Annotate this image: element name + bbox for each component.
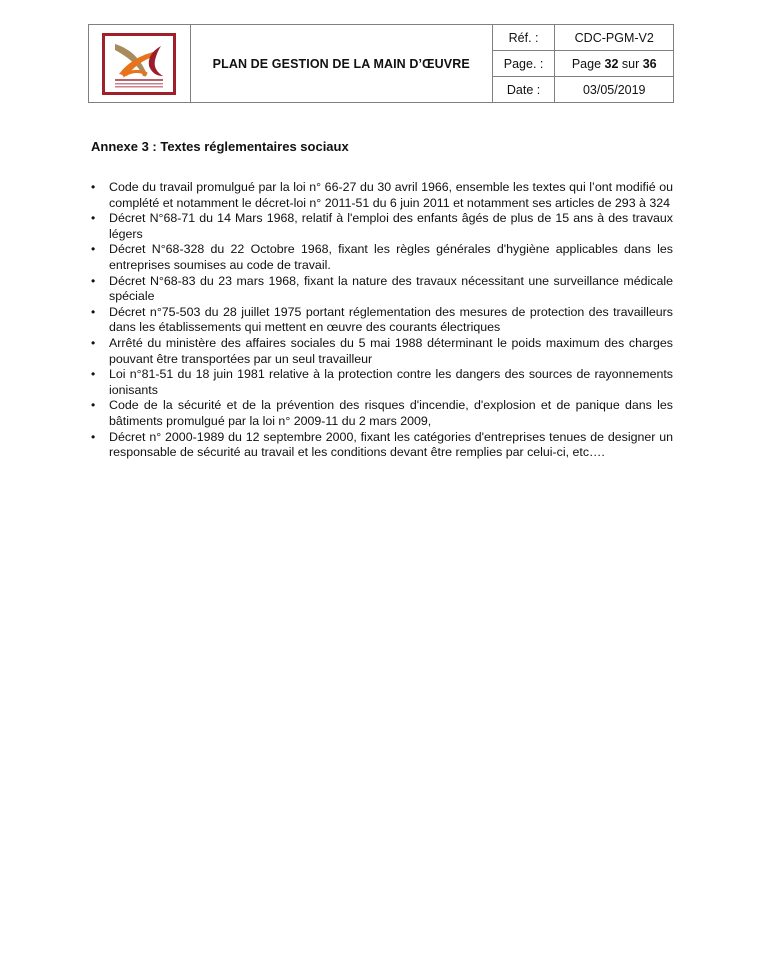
bullet-icon: • [91,242,96,257]
bullet-icon: • [91,273,96,288]
logo-emblem-icon [105,36,173,92]
annex-title: Annexe 3 : Textes réglementaires sociaux [91,139,349,154]
ref-label: Réf. : [492,25,555,51]
list-item-text: Décret N°68-328 du 22 Octobre 1968, fixant les règles générales d'hygiène applicables dans les entreprises soumises au code de travail. [109,242,673,272]
list-item [91,180,673,211]
bullet-icon: • [91,367,96,382]
page-separator: sur [618,56,643,71]
list-item [91,242,673,273]
list-item [91,305,673,336]
bullet-icon: • [91,398,96,413]
bullet-icon: • [91,180,96,194]
date-label: Date : [492,77,555,103]
list-item-text: Code de la sécurité et de la prévention des risques d'incendie, d'explosion et de panique dans les bâtiments promulgué par la loi n° 2009-11 du 2 mars 2009, [109,398,673,428]
list-item-text: Décret N°68-71 du 14 Mars 1968, relatif à l'emploi des enfants âgés de plus de 15 ans à des travaux légers [109,211,673,241]
list-item-text: Loi n°81-51 du 18 juin 1981 relative à la protection contre les dangers des sources de rayonnements ionisants [109,367,673,397]
document-title: PLAN DE GESTION DE LA MAIN D’ŒUVRE [190,25,492,103]
list-item-text: Code du travail promulgué par la loi n° 66-27 du 30 avril 1966, ensemble les textes qui l’ont modifié ou complété et notamment le décret-loi n° 2011-51 du 6 juin 2011 et notamment ses articles de 293 à 324 [109,180,673,210]
bullet-icon: • [91,429,96,444]
bullet-icon: • [91,211,96,226]
page-prefix: Page [571,56,605,71]
list-item [91,211,673,242]
list-item-text: Arrêté du ministère des affaires sociales du 5 mai 1988 déterminant le poids maximum des charges pouvant être transportées par un seul travailleur [109,335,673,366]
date-value: 03/05/2019 [555,77,674,103]
list-item [91,430,673,461]
page-total: 36 [642,56,657,71]
ref-value: CDC-PGM-V2 [555,25,674,51]
regulatory-texts-list [91,180,673,461]
document-header [88,24,674,103]
bullet-icon: • [91,335,96,350]
list-item-text: Décret n° 2000-1989 du 12 septembre 2000, fixant les catégories d'entreprises tenues de designer un responsable de sécurité au travail et les conditions devant être remplies par celui-ci, etc…. [109,429,673,460]
list-item-text: Décret N°68-83 du 23 mars 1968, fixant la nature des travaux nécessitant une surveillance médicale spéciale [109,273,673,304]
list-item [91,398,673,429]
logo-cell [89,25,191,103]
bullet-icon: • [91,304,96,319]
list-item [91,274,673,305]
list-item [91,367,673,398]
list-item-text: Décret n°75-503 du 28 juillet 1975 portant réglementation des mesures de protection des travailleurs dans les établissements qui mettent en œuvre des courants électriques [109,304,673,335]
page-label: Page. : [492,51,555,77]
list-item [91,336,673,367]
page-current: 32 [604,56,619,71]
page-number [555,51,674,77]
company-logo [102,33,176,95]
